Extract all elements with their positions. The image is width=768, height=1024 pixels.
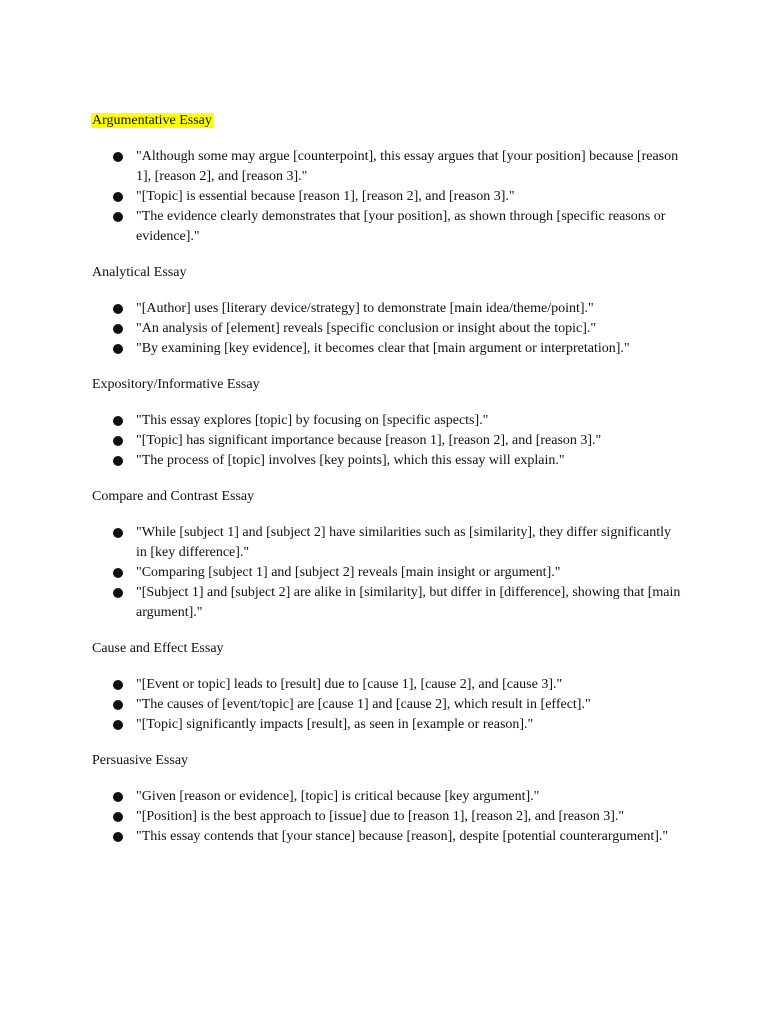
list-item: [91, 787, 708, 807]
bullet-icon: [113, 324, 123, 334]
list-item: [91, 411, 708, 431]
section-compare-contrast: [91, 487, 708, 623]
list-item: [91, 807, 708, 827]
list-item: [91, 695, 708, 715]
bullet-icon: [113, 436, 123, 446]
list-item: [91, 583, 708, 623]
list-item-text: "Comparing [subject 1] and [subject 2] reveals [main insight or argument].": [136, 565, 561, 580]
list-item: [91, 339, 708, 359]
section-cause-effect: [91, 639, 708, 735]
section-heading: [91, 639, 708, 659]
bullet-icon: [113, 416, 123, 426]
bullet-icon: [113, 192, 123, 202]
list-item-text: "[Topic] is essential because [reason 1], [reason 2], and [reason 3].": [136, 189, 515, 204]
section-heading-text: Cause and Effect Essay: [92, 641, 224, 656]
list-item-text: "[Event or topic] leads to [result] due to [cause 1], [cause 2], and [cause 3].": [136, 677, 563, 692]
list-item-text: "By examining [key evidence], it becomes clear that [main argument or interpretation].": [136, 341, 630, 356]
bullet-icon: [113, 700, 123, 710]
list-item-text: "While [subject 1] and [subject 2] have similarities such as [similarity], they differ significantly in [key difference].": [136, 525, 671, 560]
section-heading: [91, 751, 708, 771]
list-item-text: "This essay explores [topic] by focusing on [specific aspects].": [136, 413, 489, 428]
list-item-text: "Although some may argue [counterpoint], this essay argues that [your position] because [reason 1], [reason 2], and [reason 3].": [136, 149, 679, 184]
list-item: [91, 299, 708, 319]
bullet-icon: [113, 832, 123, 842]
list-item-text: "[Author] uses [literary device/strategy] to demonstrate [main idea/theme/point].": [136, 301, 594, 316]
section-heading-text: Argumentative Essay: [92, 113, 212, 128]
section-heading: [91, 375, 708, 395]
bullet-list: [91, 411, 708, 471]
section-heading: [91, 487, 708, 507]
list-item-text: "The process of [topic] involves [key points], which this essay will explain.": [136, 453, 565, 468]
bullet-icon: [113, 720, 123, 730]
bullet-list: [91, 523, 708, 623]
section-heading-text: Persuasive Essay: [92, 753, 189, 768]
section-heading-text: Analytical Essay: [92, 265, 187, 280]
list-item-text: "[Topic] significantly impacts [result], as seen in [example or reason].": [136, 717, 534, 732]
bullet-list: [91, 299, 708, 359]
section-heading: [91, 111, 708, 131]
bullet-icon: [113, 344, 123, 354]
list-item-text: "This essay contends that [your stance] because [reason], despite [potential counterargument].": [136, 829, 669, 844]
section-expository: [91, 375, 708, 471]
list-item: [91, 451, 708, 471]
bullet-icon: [113, 152, 123, 162]
section-heading-text: Compare and Contrast Essay: [92, 489, 255, 504]
bullet-icon: [113, 680, 123, 690]
bullet-icon: [113, 528, 123, 538]
list-item-text: "Given [reason or evidence], [topic] is critical because [key argument].": [136, 789, 540, 804]
list-item: [91, 207, 708, 247]
bullet-list: [91, 787, 708, 847]
list-item: [91, 147, 708, 187]
list-item-text: "The evidence clearly demonstrates that [your position], as shown through [specific reasons or evidence].": [136, 209, 666, 244]
bullet-icon: [113, 212, 123, 222]
section-heading-text: Expository/Informative Essay: [92, 377, 260, 392]
bullet-icon: [113, 588, 123, 598]
list-item: [91, 827, 708, 847]
bullet-icon: [113, 304, 123, 314]
bullet-icon: [113, 456, 123, 466]
bullet-list: [91, 147, 708, 247]
list-item-text: "An analysis of [element] reveals [specific conclusion or insight about the topic].": [136, 321, 597, 336]
list-item-text: "[Position] is the best approach to [issue] due to [reason 1], [reason 2], and [reason 3].": [136, 809, 625, 824]
section-persuasive: [91, 751, 708, 847]
bullet-icon: [113, 568, 123, 578]
list-item-text: "[Subject 1] and [subject 2] are alike in [similarity], but differ in [difference], showing that [main argument].": [136, 585, 681, 620]
list-item: [91, 675, 708, 695]
list-item-text: "The causes of [event/topic] are [cause 1] and [cause 2], which result in [effect].": [136, 697, 591, 712]
list-item-text: "[Topic] has significant importance because [reason 1], [reason 2], and [reason 3].": [136, 433, 602, 448]
bullet-list: [91, 675, 708, 735]
list-item: [91, 431, 708, 451]
section-heading: [91, 263, 708, 283]
list-item: [91, 715, 708, 735]
bullet-icon: [113, 812, 123, 822]
list-item: [91, 187, 708, 207]
list-item: [91, 523, 708, 563]
section-analytical: [91, 263, 708, 359]
section-argumentative: [91, 111, 708, 247]
bullet-icon: [113, 792, 123, 802]
list-item: [91, 563, 708, 583]
list-item: [91, 319, 708, 339]
